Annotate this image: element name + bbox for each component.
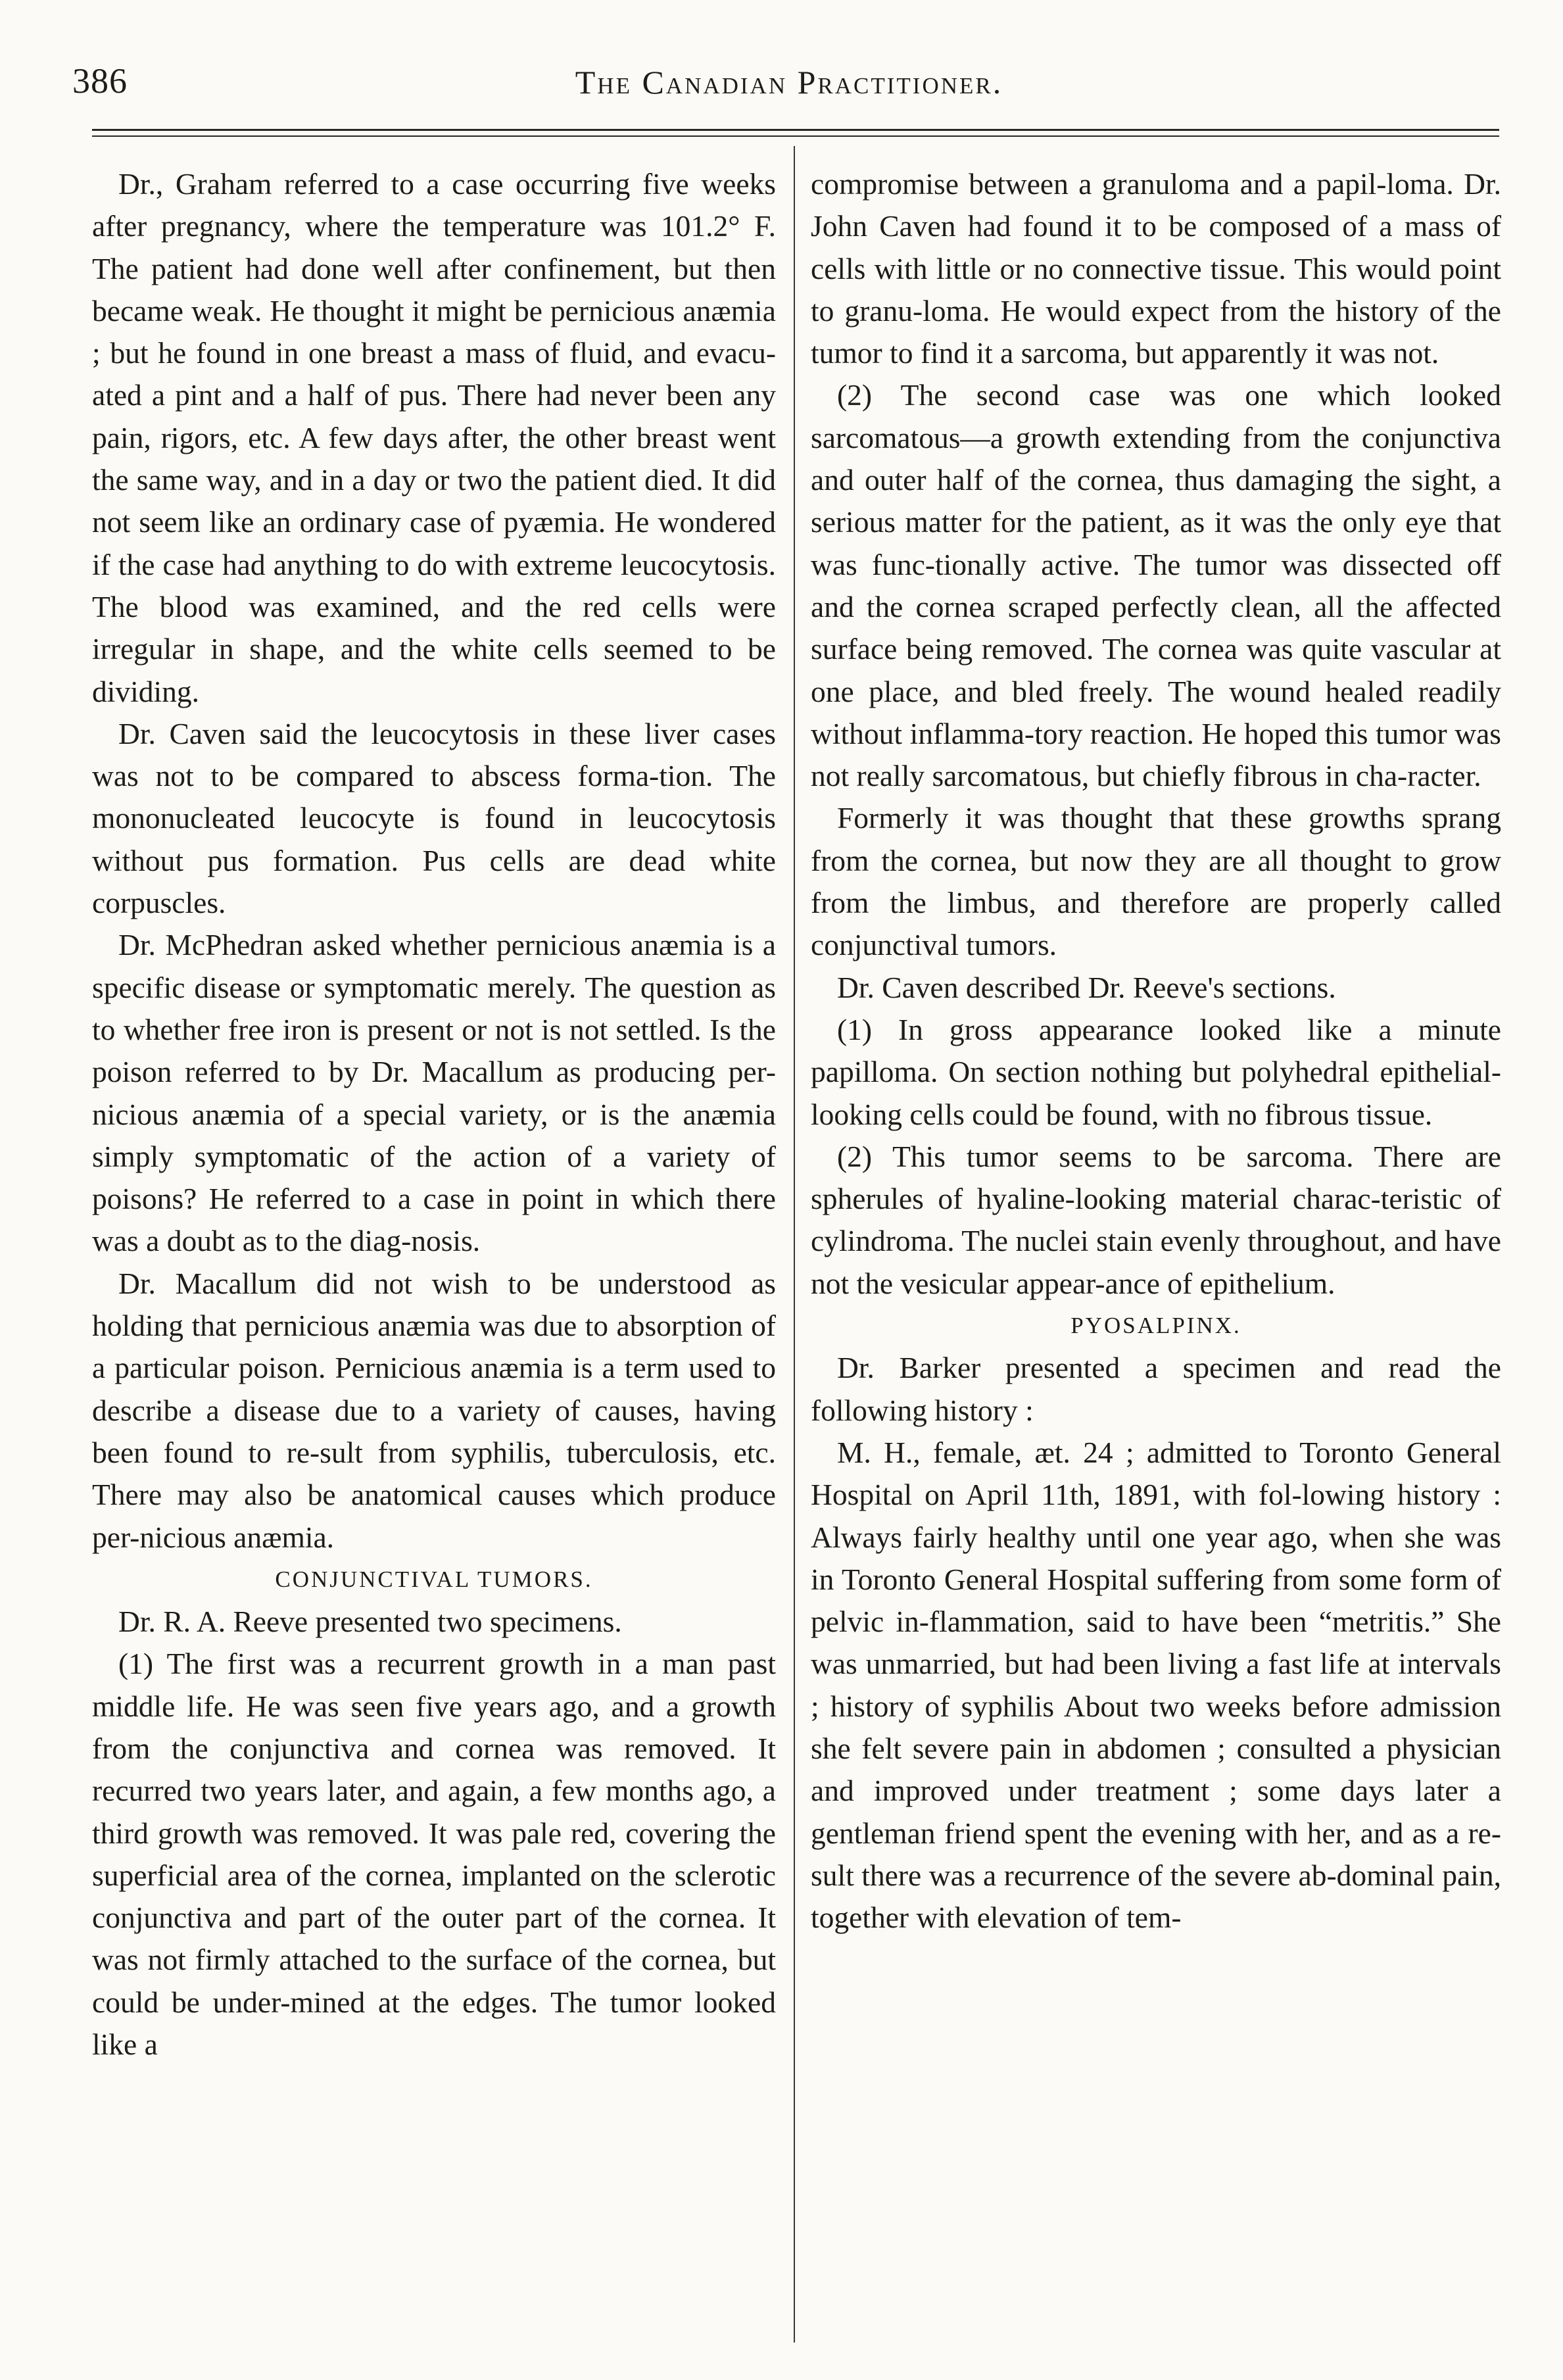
paragraph-formerly: Formerly it was thought that these growths sprang from the cornea, but now they are all thought to grow from the limbus, and therefore are properly called conjunctival tumors. <box>811 801 1501 962</box>
paragraph-caven: Dr. Caven said the leucocytosis in these liver cases was not to be compared to abscess forma-tion. The mononucleated leucocyte is found in leucocytosis without pus formation. Pus cells are dead white corpuscles. <box>92 716 776 920</box>
paragraph-second-case: (2) The second case was one which looked sarcomatous—a growth extending from the conjunctiva and outer half of the cornea, thus damaging the sight, a serious matter for the patient, as it was the only eye that was func-tionally active. The tumor was dissected off and the cornea scraped perfectly clean, all the affected surface being removed. The cornea was quite vascular at one place, and bled freely. The wound healed readily without inflamma-tory reaction. He hoped this tumor was not really sarcomatous, but chiefly fibrous in cha-racter. <box>811 378 1501 793</box>
header-rule-bottom <box>92 135 1499 137</box>
paragraph-case-history: M. H., female, æt. 24 ; admitted to Toronto General Hospital on April 11th, 1891, with fol-lowing history : Always fairly healthy until one year ago, when she was in Toronto General Hospital suffering from some form of pelvic in-flammation, said to have been “metritis.” She was unmarried, but had been living a fast life at intervals ; history of syphilis About two weeks before admission she felt severe pain in abdomen ; consulted a physician and improved under treatment ; some days later a gentleman friend spent the evening with her, and as a re-sult there was a recurrence of the severe ab-dominal pain, together with elevation of tem- <box>811 1435 1501 1935</box>
paragraph-reeve-intro: Dr. R. A. Reeve presented two specimens. <box>118 1605 622 1639</box>
right-column <box>811 163 1501 1939</box>
page-number: 386 <box>72 61 128 101</box>
paragraph-section-two: (2) This tumor seems to be sarcoma. There are spherules of hyaline-looking material charac-teristic of cylindroma. The nuclei stain evenly throughout, and have not the vesicular appear-ance of epithelium. <box>811 1139 1501 1300</box>
running-title: The Canadian Practitioner. <box>575 64 1003 101</box>
section-heading-pyosalpinx: PYOSALPINX. <box>1070 1313 1241 1339</box>
paragraph-mcphedran: Dr. McPhedran asked whether pernicious anæmia is a specific disease or symptomatic merely. The question as to whether free iron is present or not is not settled. Is the poison referred to by Dr. Macallum as producing per-nicious anæmia of a special variety, or is the anæmia simply symptomatic of the action of a variety of poisons? He referred to a case in point in which there was a doubt as to the diag-nosis. <box>92 928 776 1258</box>
left-column <box>92 163 776 2066</box>
section-heading-conjunctival-tumors: CONJUNCTIVAL TUMORS. <box>275 1566 593 1592</box>
header-rule-top <box>92 129 1499 131</box>
paragraph-caven-sections: Dr. Caven described Dr. Reeve's sections. <box>837 970 1336 1004</box>
paragraph-first-specimen: (1) The first was a recurrent growth in a man past middle life. He was seen five years ago, and a growth from the conjunctiva and cornea was removed. It recurred two years later, and again, a few months ago, a third growth was removed. It was pale red, covering the superficial area of the cornea, implanted on the sclerotic conjunctiva and part of the outer part of the cornea. It was not firmly attached to the surface of the cornea, but could be under-mined at the edges. The tumor looked like a <box>92 1647 776 2062</box>
paragraph-macallum: Dr. Macallum did not wish to be understood as holding that pernicious anæmia was due to absorption of a particular poison. Pernicious anæmia is a term used to describe a disease due to a variety of causes, having been found to re-sult from syphilis, tuberculosis, etc. There may also be anatomical causes which produce per-nicious anæmia. <box>92 1266 776 1554</box>
paragraph-section-one: (1) In gross appearance looked like a minute papilloma. On section nothing but polyhedral epithelial-looking cells could be found, with no fibrous tissue. <box>811 1012 1501 1131</box>
page-header <box>72 61 1506 113</box>
paragraph-graham: Dr., Graham referred to a case occurring five weeks after pregnancy, where the temperature was 101.2° F. The patient had done well after confinement, but then became weak. He thought it might be pernicious anæmia ; but he found in one breast a mass of fluid, and evacu-ated a pint and a half of pus. There had never been any pain, rigors, etc. A few days after, the other breast went the same way, and in a day or two the patient died. It did not seem like an ordinary case of pyæmia. He wondered if the case had anything to do with extreme leucocytosis. The blood was examined, and the red cells were irregular in shape, and the white cells seemed to be dividing. <box>92 167 776 708</box>
paragraph-continuation: compromise between a granuloma and a papil-loma. Dr. John Caven had found it to be composed of a mass of cells with little or no connective tissue. This would point to granu-loma. He would expect from the history of the tumor to find it a sarcoma, but apparently it was not. <box>811 167 1501 370</box>
paragraph-barker-intro: Dr. Barker presented a specimen and read the following history : <box>811 1351 1501 1427</box>
column-divider <box>794 146 795 2343</box>
